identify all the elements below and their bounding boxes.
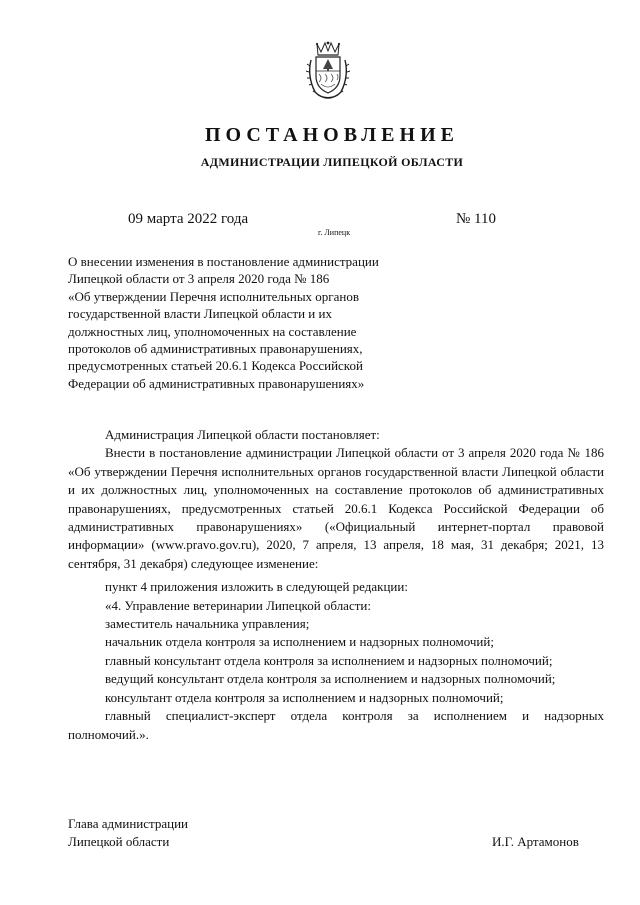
body-main-paragraph: Внести в постановление администрации Липецкой области от 3 апреля 2020 года № 186 «Об утверждении Перечня исполнительных органов государственной власти Липецкой области и их должностных лиц, уполномоченных на составление протоколов об административных правонарушениях, предусмотренных статьей 20.6.1 Кодекса Российской Федерации об административных правонарушениях» («Официальный интернет-портал правовой информации» (www.pravo.gov.ru), 2020, 7 апреля, 13 апреля, 18 мая, 31 декабря; 2021, 13 сентября, 31 декабря) следующее изменение: — [68, 445, 604, 571]
heading-line: О внесении изменения в постановление администрации — [68, 254, 379, 269]
heading-line: протоколов об административных правонарушениях, — [68, 341, 363, 357]
body-item: пункт 4 приложения изложить в следующей редакции: — [105, 579, 408, 595]
body-item: ведущий консультант отдела контроля за исполнением и надзорных полномочий; — [105, 671, 556, 687]
heading-line: государственной власти Липецкой области и их — [68, 306, 332, 322]
coat-of-arms-icon — [303, 40, 353, 100]
heading-line: предусмотренных статьей 20.6.1 Кодекса Российской — [68, 358, 363, 374]
document-subtitle: АДМИНИСТРАЦИИ ЛИПЕЦКОЙ ОБЛАСТИ — [200, 155, 464, 169]
signature-position — [68, 815, 188, 852]
body-item: консультант отдела контроля за исполнением и надзорных полномочий; — [105, 689, 504, 705]
signature-name: И.Г. Артамонов — [492, 834, 579, 849]
heading-line: Федерации об административных правонарушениях» — [68, 375, 365, 391]
heading-line: Липецкой области от 3 апреля 2020 года № 186 — [68, 271, 330, 287]
body-item: главный специалист-эксперт отдела контроля за исполнением и надзорных полномочий.». — [68, 708, 604, 742]
heading-line: «Об утверждении Перечня исполнительных органов — [68, 288, 360, 304]
body-intro: Администрация Липецкой области постановляет: — [105, 427, 380, 442]
body-item: начальник отдела контроля за исполнением и надзорных полномочий; — [105, 634, 494, 650]
body-item: «4. Управление ветеринарии Липецкой области: — [105, 597, 371, 613]
document-number: № 110 — [456, 211, 497, 227]
body-item: главный консультант отдела контроля за исполнением и надзорных полномочий; — [105, 652, 553, 668]
body-item: заместитель начальника управления; — [105, 616, 310, 632]
document-heading — [68, 253, 468, 392]
document-date: 09 марта 2022 года — [128, 211, 249, 227]
document-place: г. Липецк — [318, 228, 351, 237]
signature-position-line: Липецкой области — [68, 834, 170, 850]
document-body — [68, 426, 604, 744]
signature-position-line: Глава администрации — [68, 816, 189, 831]
heading-line: должностных лиц, уполномоченных на составление — [68, 323, 357, 339]
document-title: ПОСТАНОВЛЕНИЕ — [205, 124, 459, 146]
